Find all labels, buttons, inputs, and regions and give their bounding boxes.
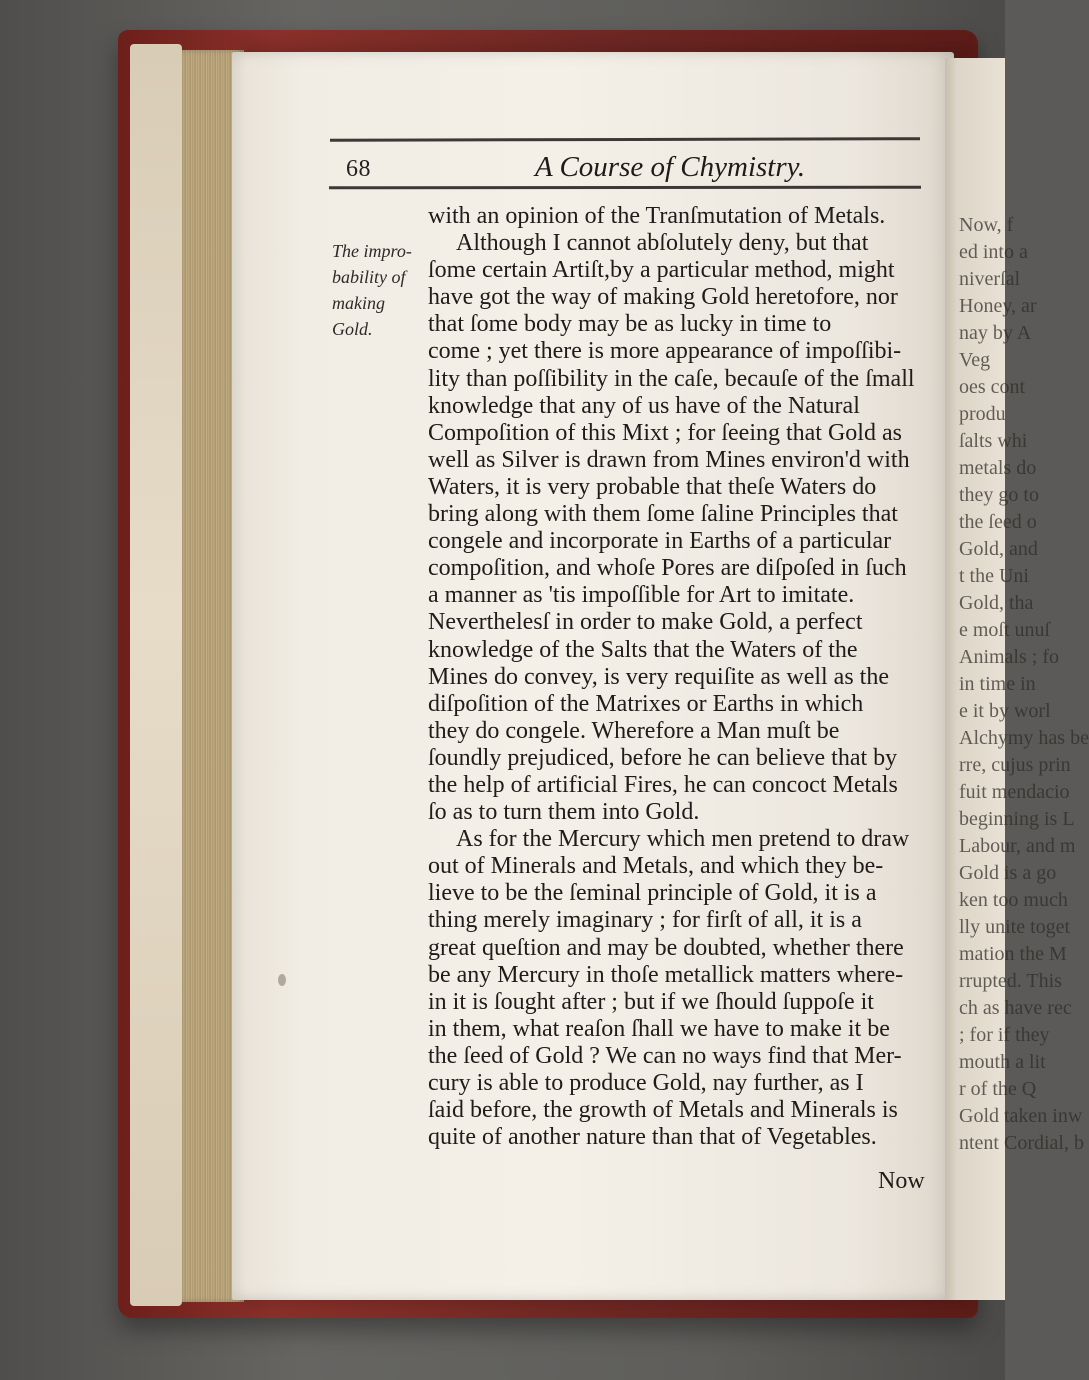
adjacent-line-23: beginning is L xyxy=(959,808,1075,830)
text-line-34: ſaid before, the growth of Metals and Minerals is xyxy=(428,1097,898,1124)
text-line-32: the ſeed of Gold ? We can no ways find that Mer- xyxy=(428,1042,902,1069)
adjacent-line-6: Veg xyxy=(959,349,991,371)
adjacent-line-29: rrupted. This xyxy=(959,970,1062,992)
adjacent-line-11: they go to xyxy=(959,484,1039,506)
adjacent-line-26: ken too much xyxy=(959,889,1068,911)
adjacent-line-12: the ſeed o xyxy=(959,511,1037,533)
adjacent-line-17: Animals ; fo xyxy=(959,646,1059,668)
adjacent-line-35: ntent Cordial, b xyxy=(959,1132,1084,1154)
text-line-14: compoſition, and whoſe Pores are diſpoſed in ſuch xyxy=(428,555,907,582)
text-line-12: bring along with them ſome ſaline Principles that xyxy=(428,501,898,528)
cover-edge xyxy=(130,44,182,1306)
adjacent-line-3: niverſal xyxy=(959,268,1021,290)
adjacent-line-27: lly unite toget xyxy=(959,916,1071,938)
adjacent-line-9: ſalts whi xyxy=(959,430,1028,452)
adjacent-line-28: mation the M xyxy=(959,943,1067,965)
adjacent-line-10: metals do xyxy=(959,457,1037,479)
text-line-1: with an opinion of the Tranſmutation of Metals. xyxy=(428,203,886,229)
page-number: 68 xyxy=(346,156,371,182)
adjacent-line-5: nay by A xyxy=(959,322,1032,344)
adjacent-line-25: Gold is a go xyxy=(959,862,1057,884)
adjacent-line-15: Gold, tha xyxy=(959,592,1034,614)
page-body xyxy=(428,203,932,1151)
adjacent-line-4: Honey, ar xyxy=(959,295,1037,317)
text-line-31: in them, what reaſon ſhall we have to make it be xyxy=(428,1015,890,1042)
adjacent-line-22: fuit mendacio xyxy=(959,781,1070,803)
text-line-16: Neverthelesſ in order to make Gold, a perfect xyxy=(428,609,863,636)
adjacent-line-2: ed into a xyxy=(959,241,1028,263)
text-line-22: the help of artificial Fires, he can concoct Metals xyxy=(428,771,898,798)
adjacent-line-1: Now, f xyxy=(959,214,1014,236)
text-line-15: a manner as 'tis impoſſible for Art to imitate. xyxy=(428,582,855,609)
marginal-note xyxy=(332,238,424,342)
adjacent-line-24: Labour, and m xyxy=(959,835,1076,857)
catchword: Now xyxy=(878,1168,925,1194)
marginal-note-line-1: The impro- xyxy=(332,241,412,261)
marginal-note-line-2: bability of xyxy=(332,267,406,287)
text-line-17: knowledge of the Salts that the Waters of the xyxy=(428,636,858,663)
paper-speck xyxy=(278,974,286,986)
text-line-19: diſpoſition of the Matrixes or Earths in which xyxy=(428,690,864,717)
text-line-2: Although I cannot abſolutely deny, but that xyxy=(456,230,869,257)
adjacent-line-32: mouth a lit xyxy=(959,1051,1046,1073)
adjacent-line-30: ch as have rec xyxy=(959,997,1072,1019)
adjacent-line-21: rre, cujus prin xyxy=(959,754,1071,776)
text-line-6: come ; yet there is more appearance of impoſſibi- xyxy=(428,338,902,365)
text-line-29: be any Mercury in thoſe metallick matters where- xyxy=(428,961,904,988)
marginal-note-line-4: Gold. xyxy=(332,319,373,339)
text-line-25: out of Minerals and Metals, and which they be- xyxy=(428,853,884,880)
adjacent-line-31: ; for if they xyxy=(959,1024,1050,1046)
text-line-13: congele and incorporate in Earths of a particular xyxy=(428,528,892,555)
text-line-11: Waters, it is very probable that theſe Waters do xyxy=(428,473,877,500)
adjacent-line-16: e moſt unuſ xyxy=(959,619,1051,641)
adjacent-line-33: r of the Q xyxy=(959,1078,1037,1100)
adjacent-line-13: Gold, and xyxy=(959,538,1038,560)
adjacent-line-14: t the Uni xyxy=(959,565,1029,587)
adjacent-line-20: Alchymy has be xyxy=(959,727,1089,749)
text-line-28: great queſtion and may be doubted, whether there xyxy=(428,934,904,961)
text-line-20: they do congele. Wherefore a Man muſt be xyxy=(428,717,840,744)
text-line-33: cury is able to produce Gold, nay further, as I xyxy=(428,1070,864,1096)
text-line-4: have got the way of making Gold heretofore, nor xyxy=(428,284,898,311)
text-line-10: well as Silver is drawn from Mines environ'd with xyxy=(428,446,910,473)
adjacent-line-34: Gold taken inw xyxy=(959,1105,1083,1127)
text-line-27: thing merely imaginary ; for firſt of all, it is a xyxy=(428,907,862,934)
text-line-30: in it is ſought after ; but if we ſhould ſuppoſe it xyxy=(428,988,874,1015)
text-line-18: Mines do convey, is very requiſite as well as the xyxy=(428,663,889,690)
text-line-8: knowledge that any of us have of the Natural xyxy=(428,392,860,419)
text-line-35: quite of another nature than that of Vegetables. xyxy=(428,1124,877,1151)
adjacent-line-7: oes cont xyxy=(959,376,1026,398)
running-head: A Course of Chymistry. xyxy=(535,151,806,183)
text-line-23: ſo as to turn them into Gold. xyxy=(428,799,700,826)
text-line-26: lieve to be the ſeminal principle of Gold, it is a xyxy=(428,880,877,907)
text-line-5: that ſome body may be as lucky in time to xyxy=(428,311,832,338)
header-rule-bottom xyxy=(329,186,921,190)
adjacent-line-18: in time in xyxy=(959,673,1036,695)
adjacent-line-8: produ xyxy=(959,403,1006,425)
adjacent-line-19: e it by worl xyxy=(959,700,1051,722)
text-line-9: Compoſition of this Mixt ; for ſeeing that Gold as xyxy=(428,419,902,446)
text-line-3: ſome certain Artiſt,by a particular method, might xyxy=(428,257,895,284)
marginal-note-line-3: making xyxy=(332,293,385,313)
adjacent-page xyxy=(945,58,1089,1300)
text-line-24: As for the Mercury which men pretend to draw xyxy=(456,826,910,853)
text-line-7: lity than poſſibility in the caſe, becauſe of the ſmall xyxy=(428,365,915,392)
text-line-21: ſoundly prejudiced, before he can believe that by xyxy=(428,744,898,771)
